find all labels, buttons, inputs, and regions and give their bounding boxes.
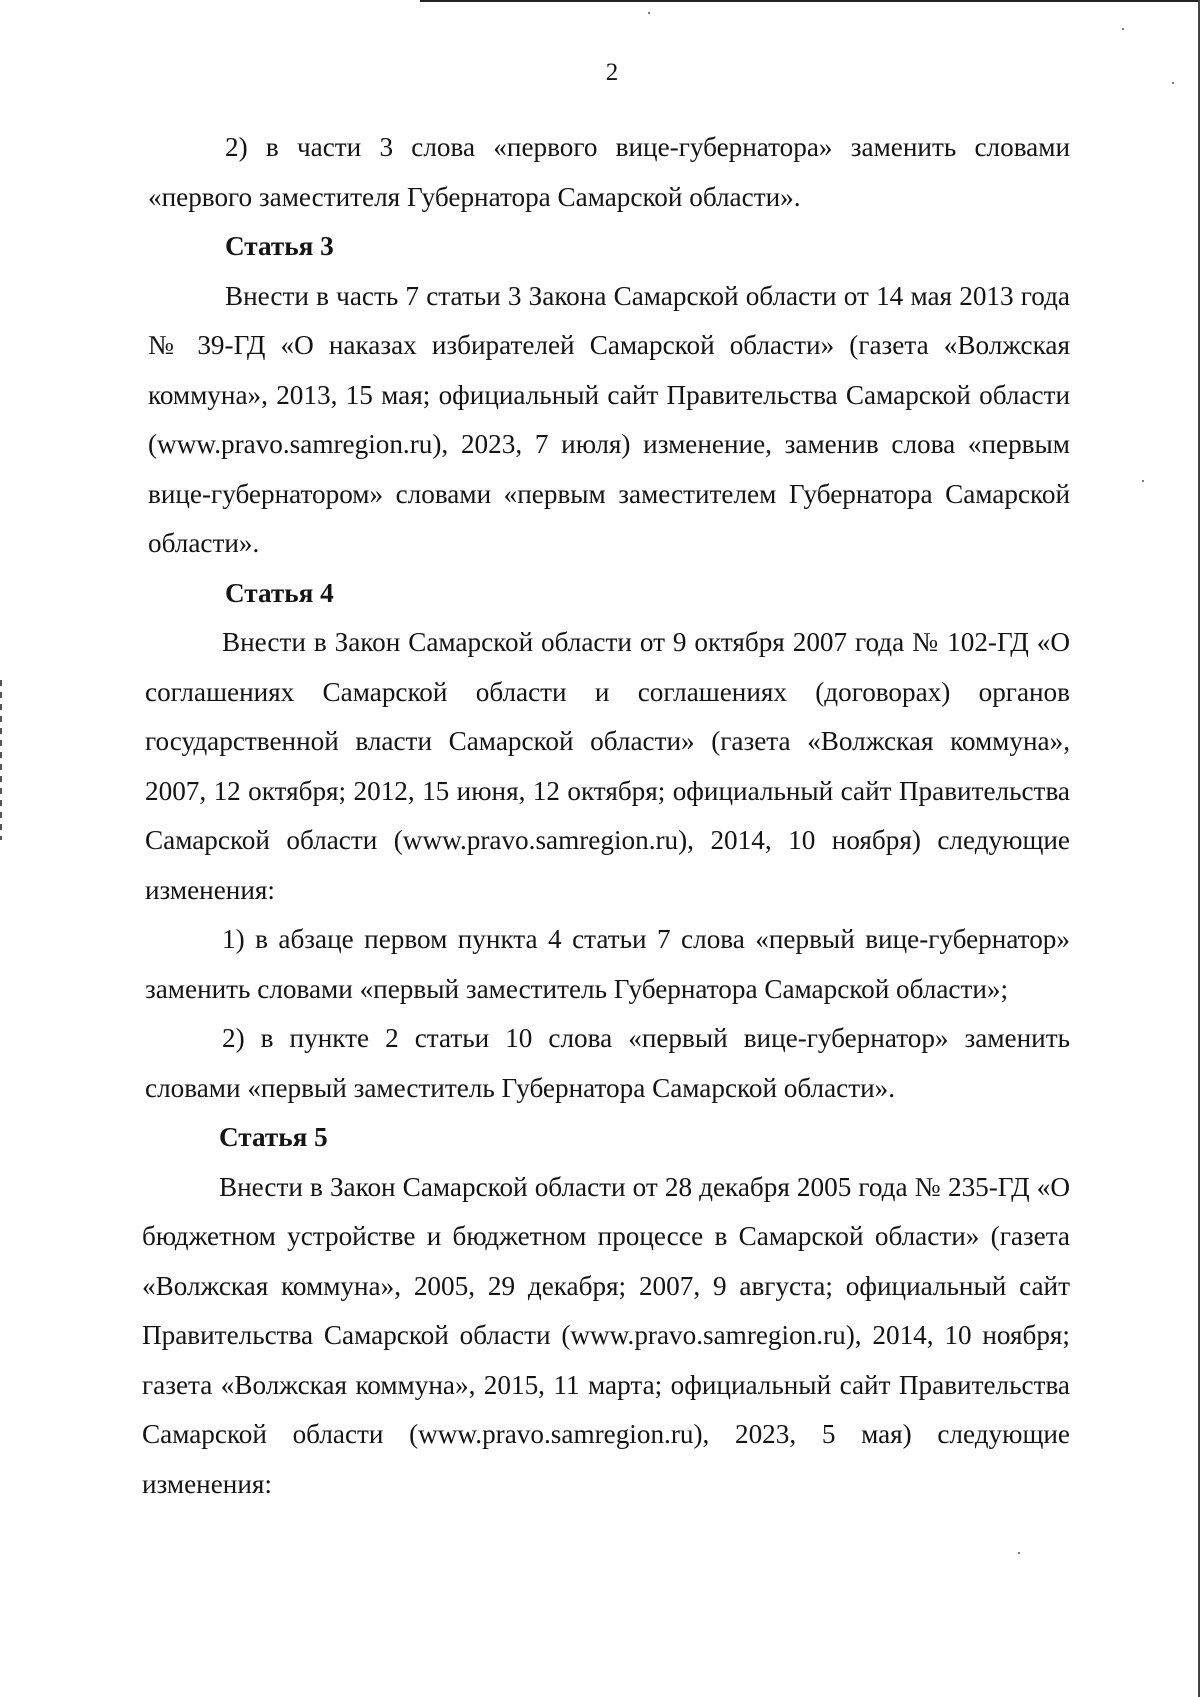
paragraph: 1) в абзаце первом пункта 4 статьи 7 слова «первый вице-губернатор» заменить словами «первый заместитель Губернатора Самарской области»;	[145, 924, 1070, 1004]
paragraph: 2) в пункте 2 статьи 10 слова «первый вице-губернатор» заменить словами «первый заместитель Губернатора Самарской области».	[145, 1023, 1070, 1103]
scan-left-marks	[0, 680, 2, 840]
document-body	[142, 123, 1070, 1509]
paragraph: 2) в части 3 слова «первого вице-губернатора» заменить словами «первого заместителя Губернатора Самарской области».	[148, 132, 1070, 212]
scan-top-border	[420, 0, 1200, 2]
article-heading: Статья 5	[219, 1122, 328, 1152]
scan-speck	[1142, 480, 1144, 482]
article-heading: Статья 3	[225, 231, 334, 261]
paragraph: Внести в Закон Самарской области от 28 декабря 2005 года № 235-ГД «О бюджетном устройстве и бюджетном процессе в Самарской области» (газета «Волжская коммуна», 2005, 29 декабря; 2007, 9 августа; официальный сайт Правительства Самарской области (www.pravo.samregion.ru), 2014, 10 ноября; газета «Волжская коммуна», 2015, 11 марта; официальный сайт Правительства Самарской области (www.pravo.samregion.ru), 2023, 5 мая) следующие изменения:	[142, 1171, 1070, 1499]
page-number: 2	[605, 59, 619, 86]
paragraph: Внести в Закон Самарской области от 9 октября 2007 года № 102-ГД «О соглашениях Самарской области и соглашениях (договорах) органов государственной власти Самарской области» (газета «Волжская коммуна», 2007, 12 октября; 2012, 15 июня, 12 октября; официальный сайт Правительства Самарской области (www.pravo.samregion.ru), 2014, 10 ноября) следующие изменения:	[145, 627, 1070, 905]
paragraph: Внести в часть 7 статьи 3 Закона Самарской области от 14 мая 2013 года № 39-ГД «О наказах избирателей Самарской области» (газета «Волжская коммуна», 2013, 15 мая; официальный сайт Правительства Самарской области (www.pravo.samregion.ru), 2023, 7 июля) изменение, заменив слова «первым вице-губернатором» словами «первым заместителем Губернатора Самарской области».	[148, 280, 1070, 558]
scan-speck	[1122, 28, 1124, 30]
scan-speck	[648, 12, 650, 14]
article-heading: Статья 4	[225, 577, 334, 608]
scan-speck	[1018, 1552, 1020, 1554]
